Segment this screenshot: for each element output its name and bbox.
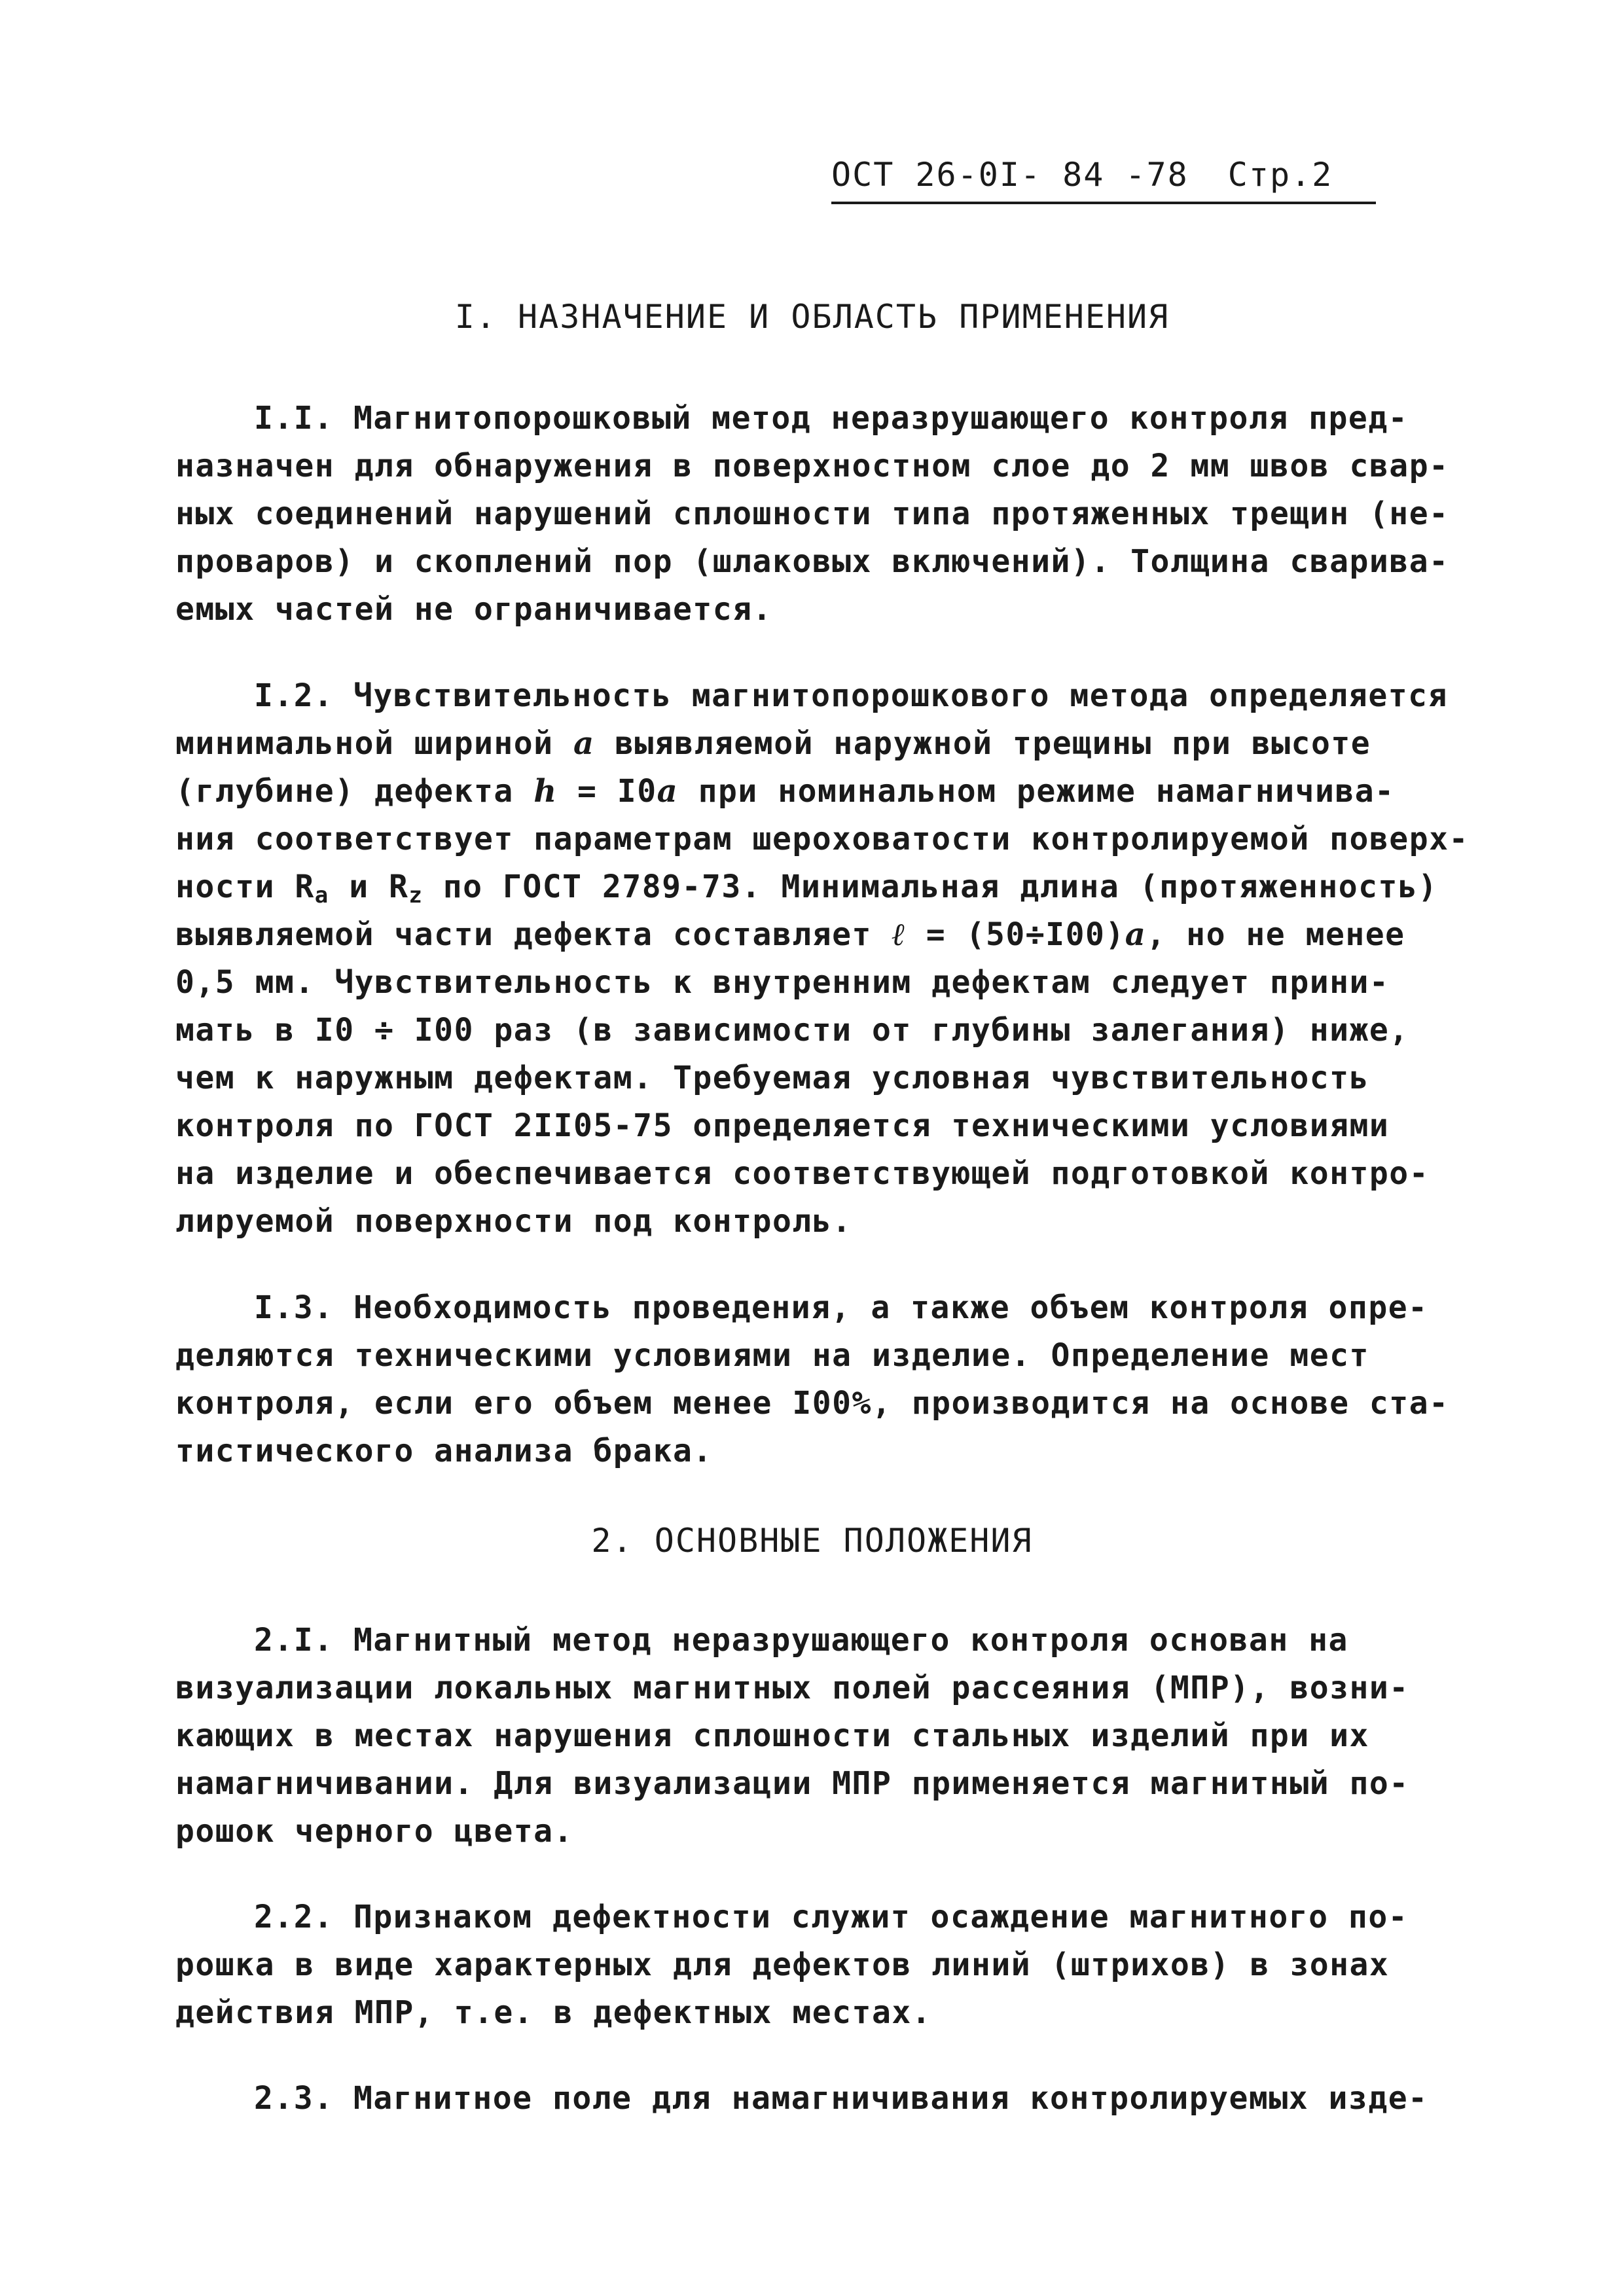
section-1-title: I. НАЗНАЧЕНИЕ И ОБЛАСТЬ ПРИМЕНЕНИЯ	[454, 298, 1170, 336]
symbol-a: a	[573, 725, 595, 762]
text-run: ности R	[175, 869, 315, 905]
text-line: 2.3. Магнитное поле для намагничивания контролируемых изде-	[254, 2080, 1428, 2117]
text-line	[175, 720, 1478, 768]
symbol-h: h	[533, 773, 558, 810]
paragraph-2-2	[175, 1893, 1478, 2037]
text-line: мать в I0 ÷ I00 раз (в зависимости от глубины залегания) ниже,	[175, 1012, 1409, 1049]
text-run: = I0	[577, 773, 657, 810]
text-line	[175, 911, 1478, 959]
text-run: при номинальном режиме намагничива-	[698, 773, 1395, 810]
text-line: контроля, если его объем менее I00%, производится на основе ста-	[175, 1385, 1449, 1422]
text-line: 2.2. Признаком дефектности служит осаждение магнитного по-	[254, 1899, 1409, 1935]
text-line	[175, 863, 1478, 911]
text-line: I.I. Магнитопорошковый метод неразрушающего контроля пред-	[254, 400, 1409, 437]
text-line: визуализации локальных магнитных полей рассеяния (МПР), возни-	[175, 1670, 1409, 1706]
symbol-a: a	[1125, 916, 1147, 953]
text-line: лируемой поверхности под контроль.	[175, 1203, 852, 1240]
text-line: на изделие и обеспечивается соответствующей подготовкой контро-	[175, 1155, 1430, 1192]
paragraph-2-1	[175, 1617, 1478, 1856]
text-line: рошок черного цвета.	[175, 1813, 573, 1850]
text-run: (глубине) дефекта	[175, 773, 514, 810]
symbol-l: ℓ	[892, 916, 907, 953]
text-line: проваров) и скоплений пор (шлаковых включений). Толщина сварива-	[175, 543, 1449, 580]
paragraph-2-3	[175, 2075, 1478, 2123]
text-line: ных соединений нарушений сплошности типа протяженных трещин (не-	[175, 495, 1449, 532]
document-number: ОСТ 26-0I- 84 -78	[831, 156, 1189, 194]
paragraph-1-2	[175, 672, 1478, 1246]
paragraph-1-3	[175, 1284, 1478, 1475]
text-line: назначен для обнаружения в поверхностном слое до 2 мм швов свар-	[175, 448, 1449, 484]
text-line: ния соответствует параметрам шероховатости контролируемой поверх-	[175, 821, 1469, 857]
text-line: I.3. Необходимость проведения, а также объем контроля опре-	[254, 1289, 1428, 1326]
page-header	[831, 156, 1376, 204]
text-run: выявляемой наружной трещины при высоте	[615, 725, 1371, 762]
text-line	[175, 768, 1478, 816]
text-run: выявляемой части дефекта составляет	[175, 916, 872, 953]
text-line: действия МПР, т.е. в дефектных местах.	[175, 1994, 932, 2031]
text-run: минимальной шириной	[175, 725, 554, 762]
subscript-a: a	[314, 882, 329, 908]
text-run: = (50÷I00)	[926, 916, 1125, 953]
symbol-a: a	[657, 773, 679, 810]
section-2-title: 2. ОСНОВНЫЕ ПОЛОЖЕНИЯ	[591, 1522, 1033, 1560]
text-line: емых частей не ограничивается.	[175, 591, 772, 628]
subscript-z: z	[408, 882, 424, 908]
text-run: , но не менее	[1146, 916, 1405, 953]
text-line: рошка в виде характерных для дефектов линий (штрихов) в зонах	[175, 1946, 1390, 1983]
text-line: контроля по ГОСТ 2II05-75 определяется техническими условиями	[175, 1107, 1390, 1144]
text-line: кающих в местах нарушения сплошности стальных изделий при их	[175, 1717, 1369, 1754]
text-run: и R	[349, 869, 409, 905]
text-run: по ГОСТ 2789-73. Минимальная длина (протяженность)	[442, 869, 1438, 905]
text-line: I.2. Чувствительность магнитопорошкового метода определяется	[254, 677, 1448, 714]
text-line: чем к наружным дефектам. Требуемая условная чувствительность	[175, 1060, 1369, 1096]
text-line: 2.I. Магнитный метод неразрушающего контроля основан на	[254, 1622, 1348, 1659]
text-line: деляются техническими условиями на изделие. Определение мест	[175, 1337, 1369, 1374]
paragraph-1-1	[175, 395, 1478, 634]
text-line: намагничивании. Для визуализации МПР применяется магнитный по-	[175, 1765, 1409, 1802]
text-line: 0,5 мм. Чувствительность к внутренним дефектам следует прини-	[175, 964, 1390, 1001]
text-line: тистического анализа брака.	[175, 1433, 713, 1469]
page-number: Стр.2	[1227, 156, 1333, 194]
